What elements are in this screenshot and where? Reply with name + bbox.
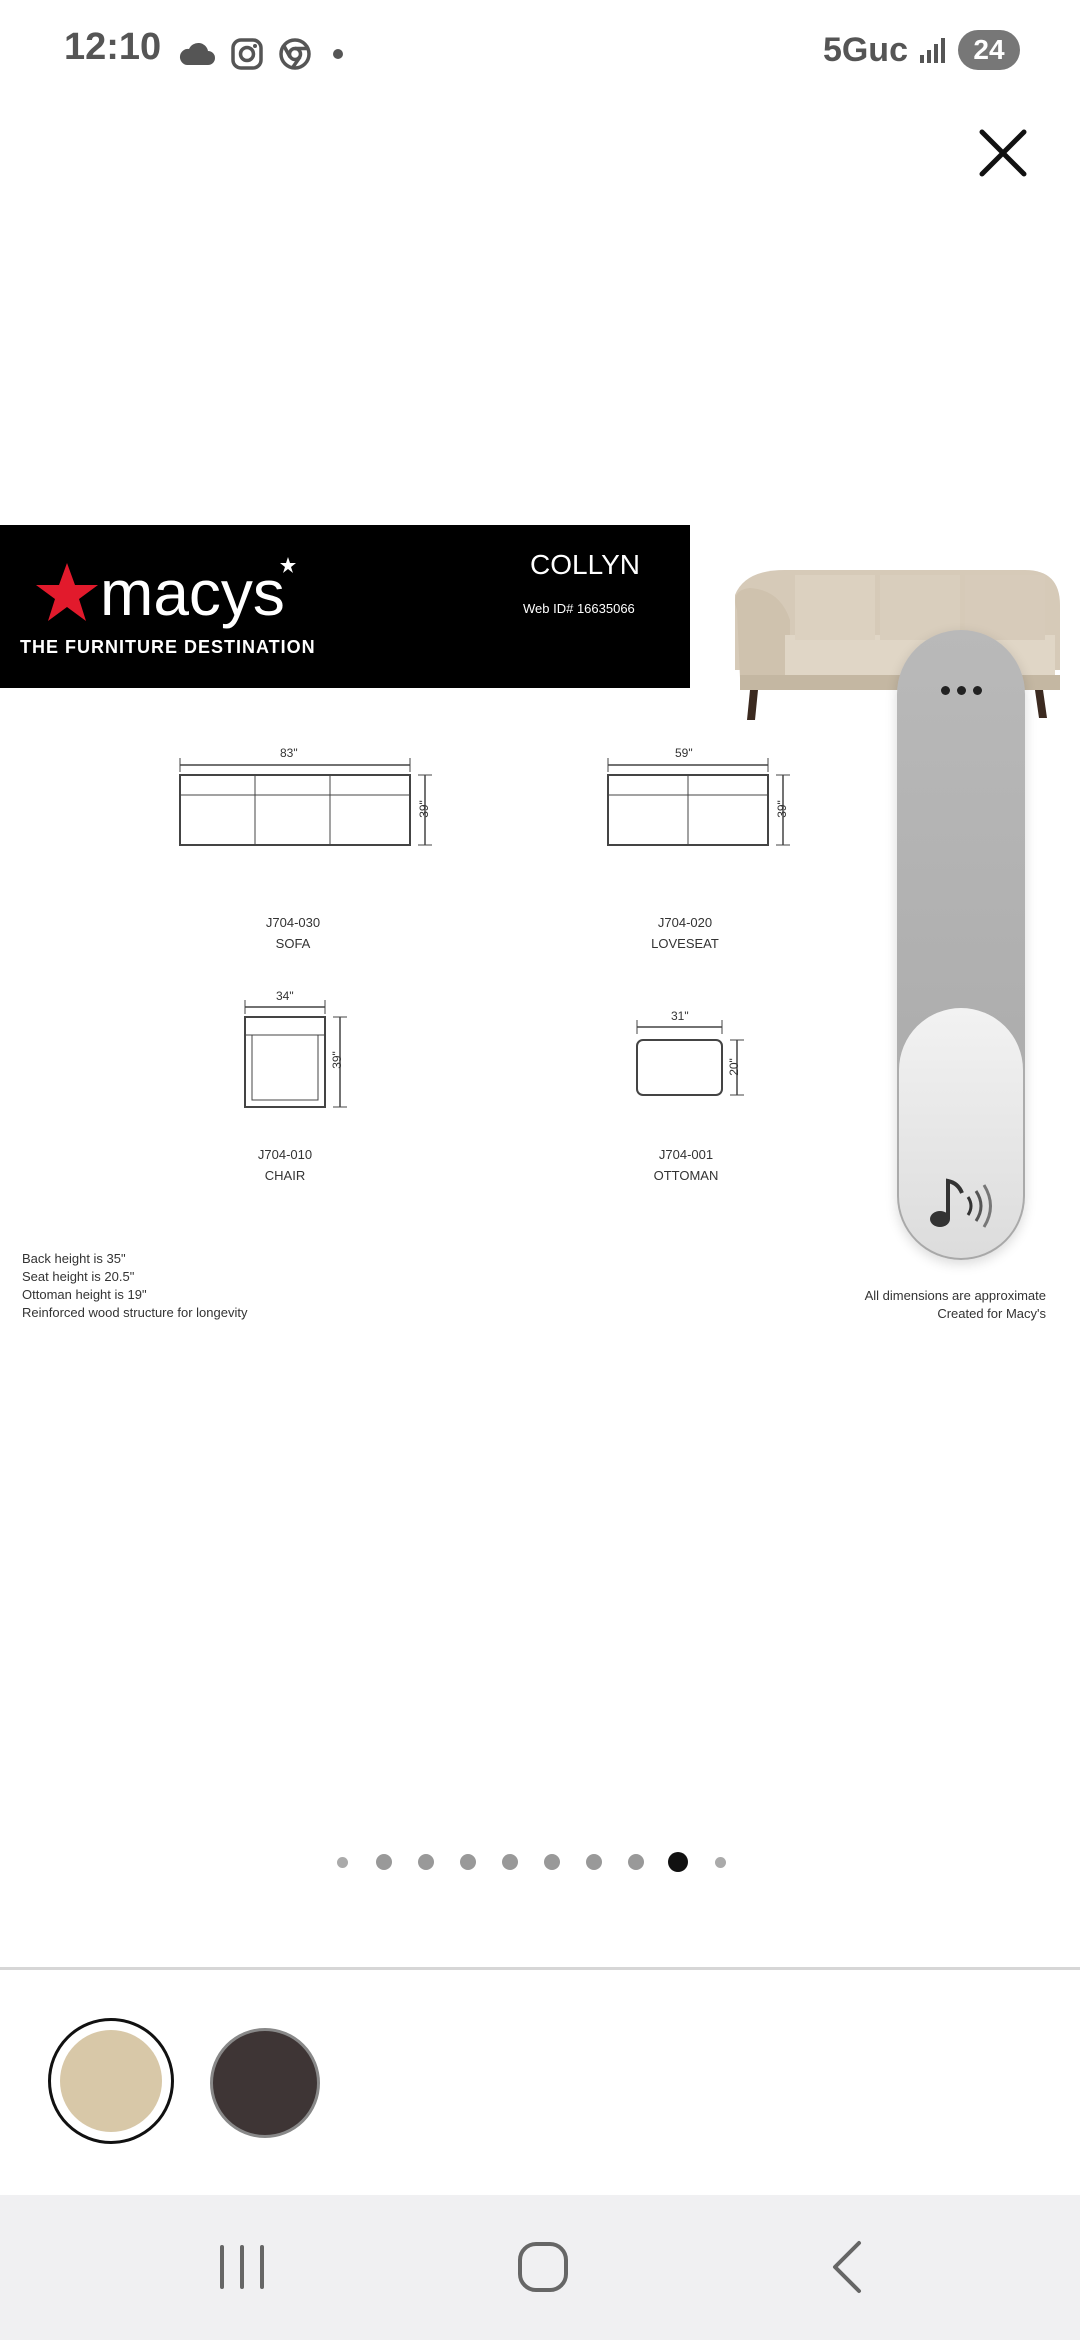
recent-apps-button[interactable] bbox=[202, 2235, 282, 2300]
cloud-icon bbox=[178, 41, 216, 67]
loveseat-code: J704-020 bbox=[657, 915, 713, 930]
note-line: Reinforced wood structure for longevity bbox=[22, 1305, 248, 1320]
disclaimer-line: Created for Macy's bbox=[937, 1306, 1046, 1321]
chair-code: J704-010 bbox=[257, 1147, 313, 1162]
ottoman-name: OTTOMAN bbox=[653, 1168, 719, 1183]
more-dot-icon bbox=[957, 686, 966, 695]
system-nav-bar bbox=[0, 2195, 1080, 2340]
loveseat-diagram bbox=[603, 746, 813, 895]
chair-height-label: 39" bbox=[329, 1051, 344, 1069]
divider bbox=[0, 1967, 1080, 1970]
image-pager bbox=[0, 1850, 1080, 1874]
sound-toggle-button[interactable] bbox=[899, 1008, 1023, 1258]
close-button[interactable] bbox=[968, 118, 1038, 188]
status-time: 12:10 bbox=[64, 26, 162, 68]
brand-tagline: THE FURNITURE DESTINATION bbox=[20, 637, 316, 657]
loveseat-name: LOVESEAT bbox=[651, 936, 719, 951]
sound-assistant-widget[interactable] bbox=[897, 630, 1025, 1260]
brand-banner bbox=[0, 525, 690, 688]
status-icons-right bbox=[823, 30, 1020, 70]
pager-dot[interactable] bbox=[715, 1857, 726, 1868]
pager-dot[interactable] bbox=[418, 1854, 434, 1870]
note-line: Back height is 35" bbox=[22, 1251, 126, 1266]
close-icon bbox=[968, 118, 1038, 188]
loveseat-height-label: 39" bbox=[774, 800, 789, 818]
pager-dot[interactable] bbox=[502, 1854, 518, 1870]
signal-icon bbox=[918, 35, 948, 65]
home-icon bbox=[503, 2235, 583, 2300]
chair-diagram bbox=[240, 989, 370, 1140]
back-button[interactable] bbox=[807, 2235, 887, 2300]
ottoman-code: J704-001 bbox=[658, 1147, 714, 1162]
macys-logo bbox=[30, 555, 330, 630]
network-label: 5Guc bbox=[822, 30, 908, 69]
pager-dot[interactable] bbox=[544, 1854, 560, 1870]
pager-dot[interactable] bbox=[460, 1854, 476, 1870]
sofa-code: J704-030 bbox=[265, 915, 321, 930]
color-swatch-dark-brown[interactable] bbox=[210, 2028, 320, 2138]
disclaimer-line: All dimensions are approximate bbox=[864, 1288, 1046, 1303]
status-bar bbox=[0, 0, 1080, 105]
pager-dot[interactable] bbox=[628, 1854, 644, 1870]
back-icon bbox=[807, 2235, 887, 2300]
pager-dot[interactable] bbox=[337, 1857, 348, 1868]
sofa-name: SOFA bbox=[275, 936, 311, 951]
ottoman-diagram bbox=[632, 1009, 762, 1120]
home-button[interactable] bbox=[503, 2235, 583, 2300]
svg-text:macys: macys bbox=[100, 557, 285, 629]
dimension-disclaimer bbox=[865, 1287, 1046, 1323]
chrome-icon bbox=[278, 37, 312, 71]
ottoman-height-label: 20" bbox=[726, 1058, 741, 1076]
chair-name: CHAIR bbox=[264, 1168, 306, 1183]
status-icons-left bbox=[178, 34, 350, 74]
swatch-fill bbox=[60, 2030, 162, 2132]
instagram-icon bbox=[230, 37, 264, 71]
dot-icon bbox=[326, 42, 350, 66]
loveseat-width-label: 59" bbox=[675, 746, 693, 760]
pager-dot[interactable] bbox=[586, 1854, 602, 1870]
ottoman-width-label: 31" bbox=[671, 1009, 689, 1023]
music-sound-icon bbox=[924, 1173, 996, 1233]
battery-badge: 24 bbox=[958, 30, 1020, 70]
more-dot-icon bbox=[941, 686, 950, 695]
chair-width-label: 34" bbox=[276, 989, 294, 1003]
sofa-width-label: 83" bbox=[280, 746, 298, 760]
sofa-diagram bbox=[175, 746, 445, 895]
note-line: Seat height is 20.5" bbox=[22, 1269, 135, 1284]
pager-dot[interactable] bbox=[376, 1854, 392, 1870]
product-notes bbox=[22, 1250, 247, 1322]
recent-apps-icon bbox=[202, 2235, 282, 2300]
more-options-button[interactable] bbox=[927, 675, 995, 705]
collection-name: COLLYN bbox=[530, 549, 640, 580]
color-swatch-beige[interactable] bbox=[48, 2018, 174, 2144]
note-line: Ottoman height is 19" bbox=[22, 1287, 147, 1302]
sofa-height-label: 39" bbox=[416, 800, 431, 818]
pager-dot-active[interactable] bbox=[668, 1852, 688, 1872]
web-id: Web ID# 16635066 bbox=[523, 601, 635, 616]
more-dot-icon bbox=[973, 686, 982, 695]
